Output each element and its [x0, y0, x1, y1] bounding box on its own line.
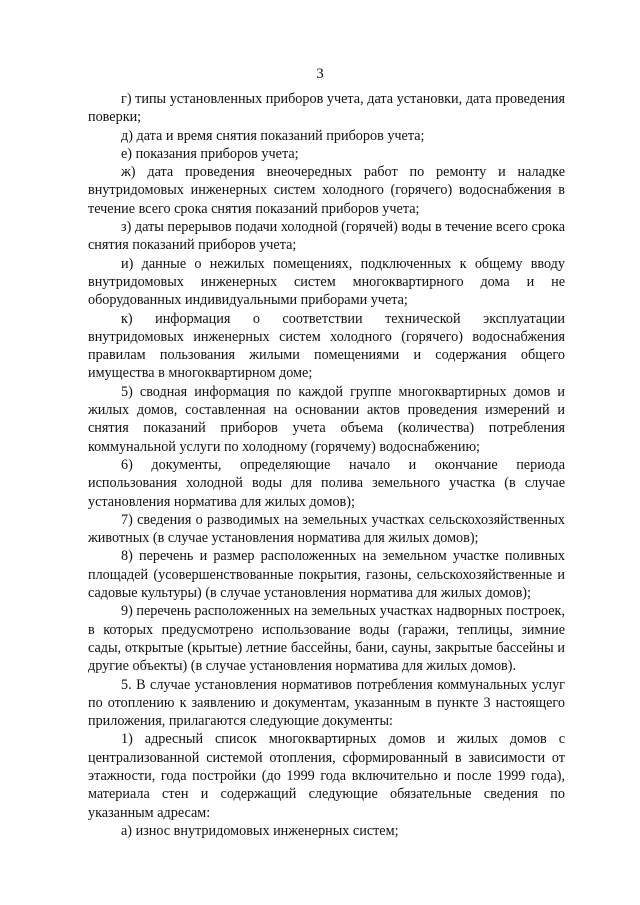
- paragraph-z-supply-interruptions: з) даты перерывов подачи холодной (горячей) воды в течение всего срока снятия показаний приборов учета;: [88, 219, 565, 254]
- paragraph-8-irrigated-areas: 8) перечень и размер расположенных на земельном участке поливных площадей (усовершенствованные покрытия, газоны, сельскохозяйственные и садовые культуры) (в случае установления норматива для жилых домов);: [88, 548, 565, 602]
- paragraph-a-system-wear: а) износ внутридомовых инженерных систем;: [121, 822, 399, 839]
- paragraph-e-meter-readings: е) показания приборов учета;: [121, 145, 299, 162]
- page-number: 3: [316, 66, 324, 82]
- paragraph-9-outbuildings: 9) перечень расположенных на земельных участках надворных построек, в которых предусмотрено использование воды (гаражи, теплицы, зимние сады, открытые (крытые) летние бассейны, бани, сауны, закрытые бассейны и другие объекты) (в случае установления норматива для жилых домов).: [88, 603, 565, 675]
- paragraph-zh-repair-dates: ж) дата проведения внеочередных работ по ремонту и наладке внутридомовых инженерных систем холодного (горячего) водоснабжения в течение всего срока снятия показаний приборов учета;: [88, 164, 565, 217]
- paragraph-5-summary-info: 5) сводная информация по каждой группе многоквартирных домов и жилых домов, составленная на основании актов проведения измерений и снятия показаний приборов учета объема (количества) потребления коммунальной услуги по холодному (горячему) водоснабжению;: [88, 383, 565, 455]
- paragraph-i-non-residential: и) данные о нежилых помещениях, подключенных к общему вводу внутридомовых инженерных систем многоквартирного дома и не оборудованных индивидуальными приборами учета;: [88, 255, 565, 309]
- paragraph-7-livestock: 7) сведения о разводимых на земельных участках сельскохозяйственных животных (в случае установления норматива для жилых домов);: [88, 511, 565, 547]
- paragraph-section-5-heating: 5. В случае установления нормативов потребления коммунальных услуг по отоплению к заявлению и документам, указанным в пункте 3 настоящего приложения, прилагаются следующие документы:: [88, 676, 565, 730]
- paragraph-d-reading-date: д) дата и время снятия показаний приборов учета;: [121, 127, 425, 144]
- paragraph-g-meter-types: г) типы установленных приборов учета, дата установки, дата проведения поверки;: [88, 91, 565, 126]
- paragraph-6-watering-period: 6) документы, определяющие начало и окончание периода использования холодной воды для полива земельного участка (в случае установления норматива для жилых домов);: [88, 456, 565, 510]
- paragraph-k-technical-compliance: к) информация о соответствии технической эксплуатации внутридомовых инженерных систем холодного (горячего) водоснабжения правилам пользования жилыми помещениями и содержания общего имущества в многоквартирном доме;: [88, 310, 565, 382]
- paragraph-1-address-list: 1) адресный список многоквартирных домов и жилых домов с централизованной системой отопления, сформированный в зависимости от этажности, года постройки (до 1999 года включительно и после 1999 года), материала стен и содержащий следующие обязательные сведения по указанным адресам:: [88, 731, 565, 821]
- document-body: [88, 90, 565, 840]
